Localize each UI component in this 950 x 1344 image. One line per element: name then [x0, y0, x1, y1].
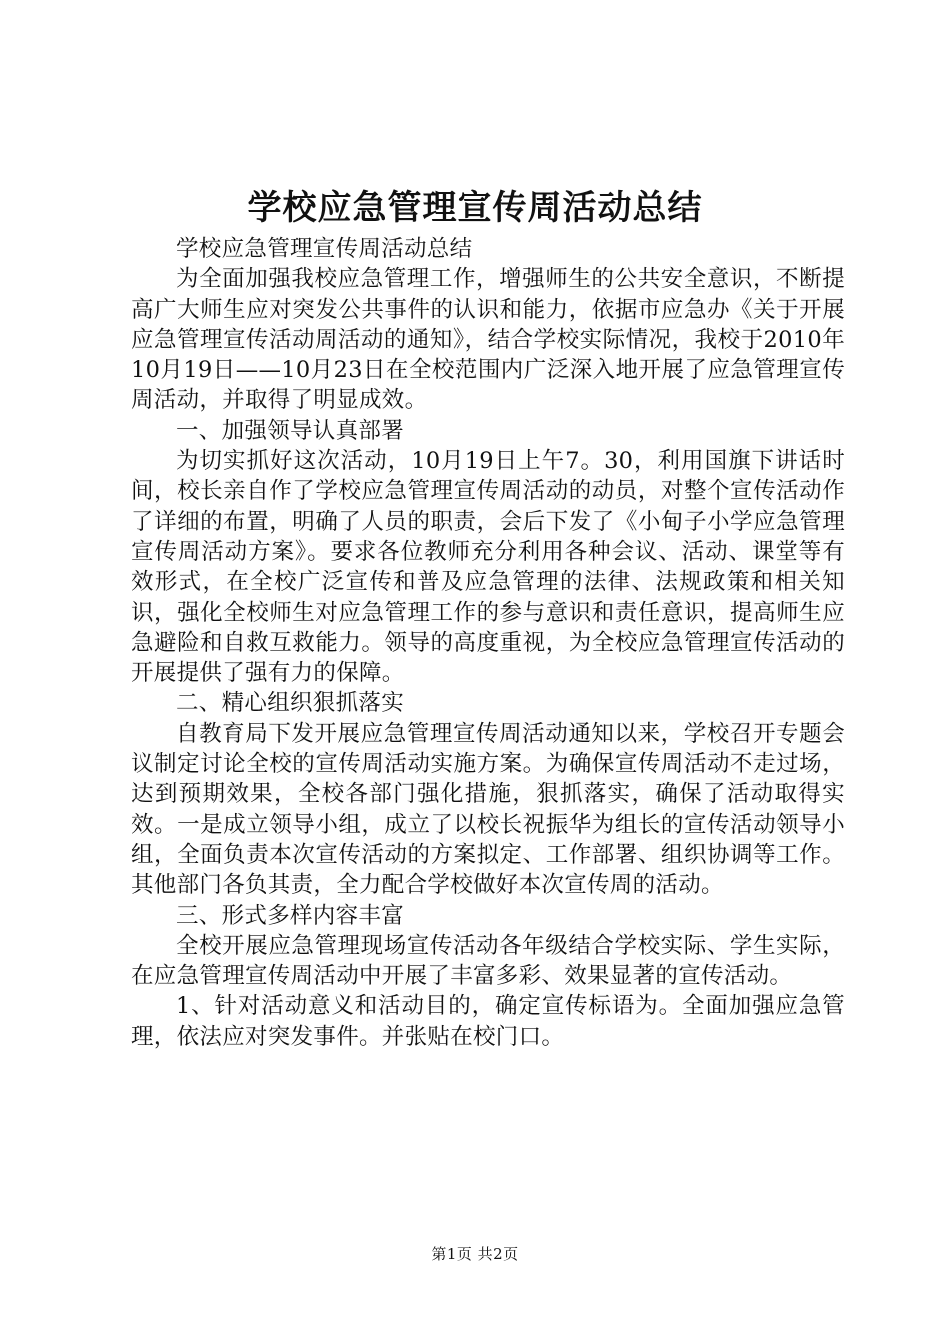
- section-heading-2: 二、精心组织狠抓落实: [176, 690, 405, 717]
- paragraph-subtitle: 学校应急管理宣传周活动总结: [176, 236, 473, 262]
- paragraph-intro: 为全面加强我校应急管理工作，增强师生的公共安全意识，不断提高广大师生应对突发公共事件的认识和能力，依据市应急办《关于开展应急管理宣传活动周活动的通知》，结合学校实际情况，我校于2010年10月19日——10月23日在全校范围内广泛深入地开展了应急管理宣传周活动，并取得了明显成效。: [131, 266, 845, 414]
- page-footer: 第1页 共2页: [431, 1245, 519, 1263]
- paragraph-section-1: 为切实抓好这次活动，10月19日上午7。30，利用国旗下讲话时间，校长亲自作了学校应急管理宣传周活动的动员，对整个宣传活动作了详细的布置，明确了人员的职责，会后下发了《小甸子小学应急管理宣传周活动方案》。要求各位教师充分利用各种会议、活动、课堂等有效形式，在全校广泛宣传和普及应急管理的法律、法规政策和相关知识，强化全校师生对应急管理工作的参与意识和责任意识，提高师生应急避险和自救互救能力。领导的高度重视，为全校应急管理宣传活动的开展提供了强有力的保障。: [131, 448, 845, 687]
- paragraph-section-2: 自教育局下发开展应急管理宣传周活动通知以来，学校召开专题会议制定讨论全校的宣传周活动实施方案。为确保宣传周活动不走过场，达到预期效果，全校各部门强化措施，狠抓落实，确保了活动取得实效。一是成立领导小组，成立了以校长祝振华为组长的宣传活动领导小组，全面负责本次宣传活动的方案拟定、工作部署、组织协调等工作。其他部门各负其责，全力配合学校做好本次宣传周的活动。: [131, 720, 845, 899]
- paragraph-section-3: 全校开展应急管理现场宣传活动各年级结合学校实际、学生实际，在应急管理宣传周活动中开展了丰富多彩、效果显著的宣传活动。: [131, 932, 845, 990]
- section-heading-1: 一、加强领导认真部署: [176, 417, 405, 444]
- document-body: [131, 234, 845, 1052]
- paragraph-item-1: 1、针对活动意义和活动目的，确定宣传标语为。全面加强应急管理，依法应对突发事件。并张贴在校门口。: [131, 993, 845, 1050]
- document-title: 学校应急管理宣传周活动总结: [247, 188, 703, 228]
- section-heading-3: 三、形式多样内容丰富: [176, 902, 405, 929]
